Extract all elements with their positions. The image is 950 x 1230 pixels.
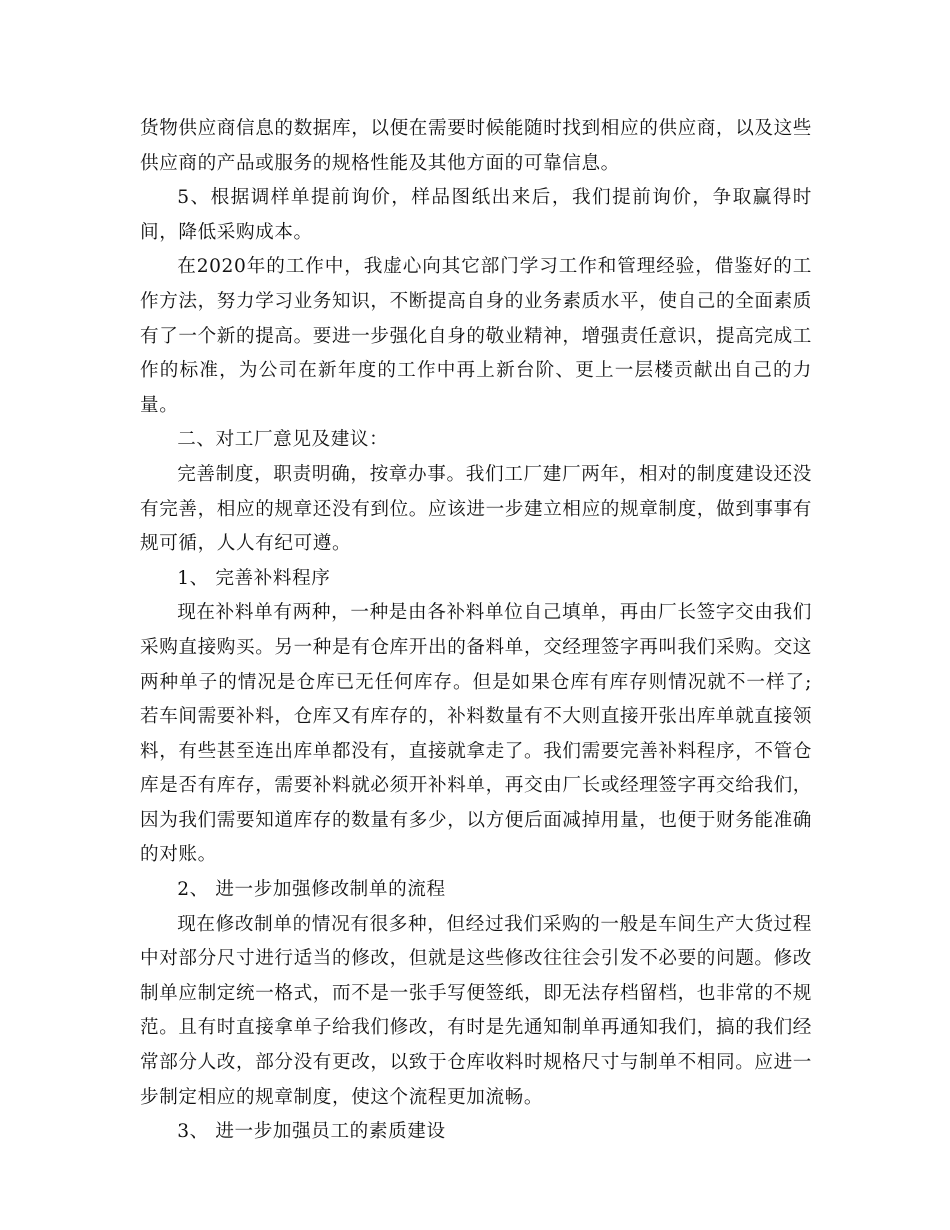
subheading-item-3: 3、 进一步加强员工的素质建设 xyxy=(177,1121,446,1143)
paragraph-item-5-inquiry: 5、根据调样单提前询价，样品图纸出来后，我们提前询价，争取赢得时间，降低采购成本。 xyxy=(140,187,812,243)
paragraph-improve-system: 完善制度，职责明确，按章办事。我们工厂建厂两年，相对的制度建设还没有完善，相应的规章还没有到位。应该进一步建立相应的规章制度，做到事事有规可循，人人有纪可遵。 xyxy=(140,463,812,555)
paragraph-order-modification: 现在修改制单的情况有很多种，但经过我们采购的一般是车间生产大货过程中对部分尺寸进行适当的修改，但就是这些修改往往会引发不必要的问题。修改制单应制定统一格式，而不是一张手写便签纸，即无法存档留档，也非常的不规范。且有时直接拿单子给我们修改，有时是先通知制单再通知我们，搞的我们经常部分人改，部分没有更改，以致于仓库收料时规格尺寸与制单不相同。应进一步制定相应的规章制度，使这个流程更加流畅。 xyxy=(140,913,812,1108)
document-body xyxy=(140,112,812,1150)
subheading-item-1: 1、 完善补料程序 xyxy=(177,567,331,589)
subheading-item-2: 2、 进一步加强修改制单的流程 xyxy=(177,879,446,901)
paragraph-work-summary-2020: 在2020年的工作中，我虚心向其它部门学习工作和管理经验，借鉴好的工作方法，努力学习业务知识，不断提高自身的业务素质水平，使自己的全面素质有了一个新的提高。要进一步强化自身的敬业精神，增强责任意识，提高完成工作的标准，为公司在新年度的工作中再上新台阶、更上一层楼贡献出自己的力量。 xyxy=(140,256,812,416)
section-heading-suggestions: 二、对工厂意见及建议： xyxy=(177,429,389,451)
paragraph-material-supplement: 现在补料单有两种，一种是由各补料单位自己填单，再由厂长签字交由我们采购直接购买。另一种是有仓库开出的备料单，交经理签字再叫我们采购。交这两种单子的情况是仓库已无任何库存。但是如果仓库有库存则情况就不一样了;若车间需要补料，仓库又有库存的，补料数量有不大则直接开张出库单就直接领料，有些甚至连出库单都没有，直接就拿走了。我们需要完善补料程序，不管仓库是否有库存，需要补料就必须开补料单，再交由厂长或经理签字再交给我们，因为我们需要知道库存的数量有多少，以方便后面减掉用量，也便于财务能准确的对账。 xyxy=(140,602,812,866)
paragraph-supplier-database: 货物供应商信息的数据库，以便在需要时候能随时找到相应的供应商，以及这些供应商的产品或服务的规格性能及其他方面的可靠信息。 xyxy=(140,118,812,174)
